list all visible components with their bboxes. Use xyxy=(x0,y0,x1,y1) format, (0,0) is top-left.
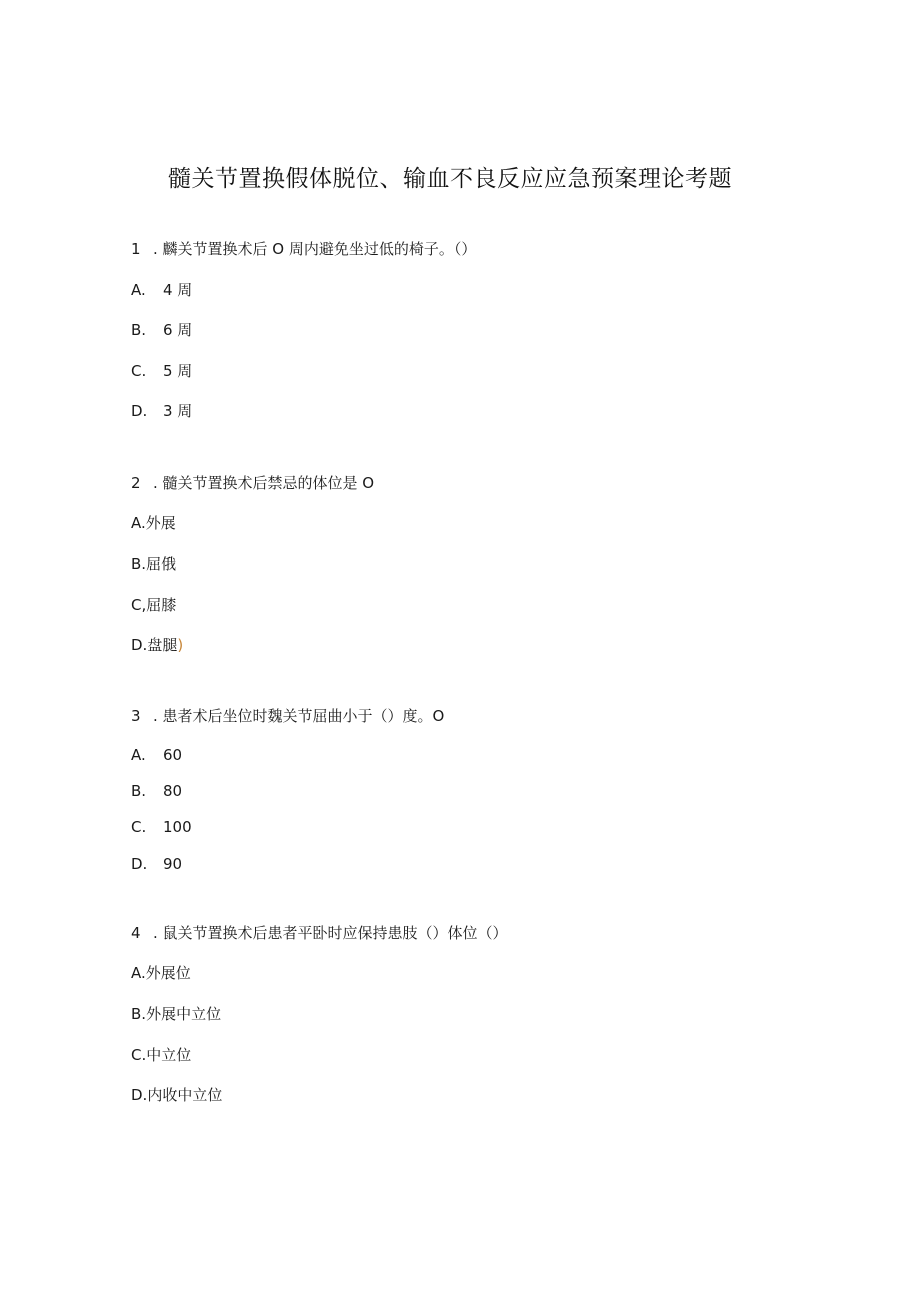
option-text: 90 xyxy=(163,855,183,873)
option-label: D. xyxy=(131,636,148,654)
option-label: B. xyxy=(131,782,147,800)
question-text: . 患者术后坐位时魏关节屈曲小于（）度。O xyxy=(153,707,445,725)
option-text: 100 xyxy=(163,818,192,836)
question-text: . 髓关节置换术后禁忌的体位是 O xyxy=(153,474,375,492)
page-title: 髓关节置换假体脱位、输血不良反应应急预案理论考题 xyxy=(168,166,732,192)
question-number: 3 xyxy=(131,707,141,725)
question-4-stem xyxy=(131,923,508,943)
option-label: B. xyxy=(131,1005,147,1023)
option-text: 3 周 xyxy=(163,402,193,420)
question-1-option-c xyxy=(131,361,192,381)
question-2-option-a xyxy=(131,513,176,533)
question-1-option-b xyxy=(131,320,192,340)
option-text: 屈膝 xyxy=(146,596,177,614)
option-text: 外展 xyxy=(145,514,176,532)
question-4-option-c xyxy=(131,1045,191,1065)
option-label: A. xyxy=(131,514,146,532)
option-label: C, xyxy=(131,596,147,614)
question-1-stem xyxy=(131,239,476,259)
question-3-option-c xyxy=(131,817,192,837)
question-3-option-d xyxy=(131,854,182,874)
question-text: . 麟关节置换术后 O 周内避免坐过低的椅子。（） xyxy=(153,240,477,258)
option-label: B. xyxy=(131,555,147,573)
option-label: A. xyxy=(131,964,146,982)
question-4-option-d xyxy=(131,1085,222,1105)
question-number: 4 xyxy=(131,924,141,942)
question-3-option-a xyxy=(131,745,182,765)
option-text: 外展中立位 xyxy=(146,1005,222,1023)
question-text: . 鼠关节置换术后患者平卧时应保持患肢（）体位（） xyxy=(153,924,508,942)
option-label: D. xyxy=(131,1086,148,1104)
option-label: C. xyxy=(131,362,147,380)
question-2-stem xyxy=(131,473,374,493)
option-text: 盘腿 xyxy=(147,636,178,654)
question-2-option-c xyxy=(131,595,176,615)
option-label: A. xyxy=(131,746,146,764)
option-label: B. xyxy=(131,321,147,339)
option-text: 80 xyxy=(163,782,183,800)
question-1-option-d xyxy=(131,401,192,421)
option-text: 中立位 xyxy=(146,1046,192,1064)
option-text: 60 xyxy=(163,746,183,764)
option-label: C. xyxy=(131,818,147,836)
option-text: 屈俄 xyxy=(146,555,177,573)
stray-mark: ) xyxy=(177,636,184,654)
question-number: 2 xyxy=(131,474,141,492)
question-3-option-b xyxy=(131,781,182,801)
option-label: A. xyxy=(131,281,146,299)
question-3-stem xyxy=(131,706,444,726)
question-2-option-b xyxy=(131,554,176,574)
question-4-option-a xyxy=(131,963,191,983)
option-label: C. xyxy=(131,1046,147,1064)
option-label: D. xyxy=(131,855,148,873)
option-text: 4 周 xyxy=(163,281,193,299)
question-4-option-b xyxy=(131,1004,221,1024)
option-text: 外展位 xyxy=(145,964,191,982)
option-text: 内收中立位 xyxy=(147,1086,223,1104)
question-number: 1 xyxy=(131,240,141,258)
option-text: 6 周 xyxy=(163,321,193,339)
question-1-option-a xyxy=(131,280,192,300)
option-text: 5 周 xyxy=(163,362,193,380)
option-label: D. xyxy=(131,402,148,420)
question-2-option-d xyxy=(131,635,183,655)
